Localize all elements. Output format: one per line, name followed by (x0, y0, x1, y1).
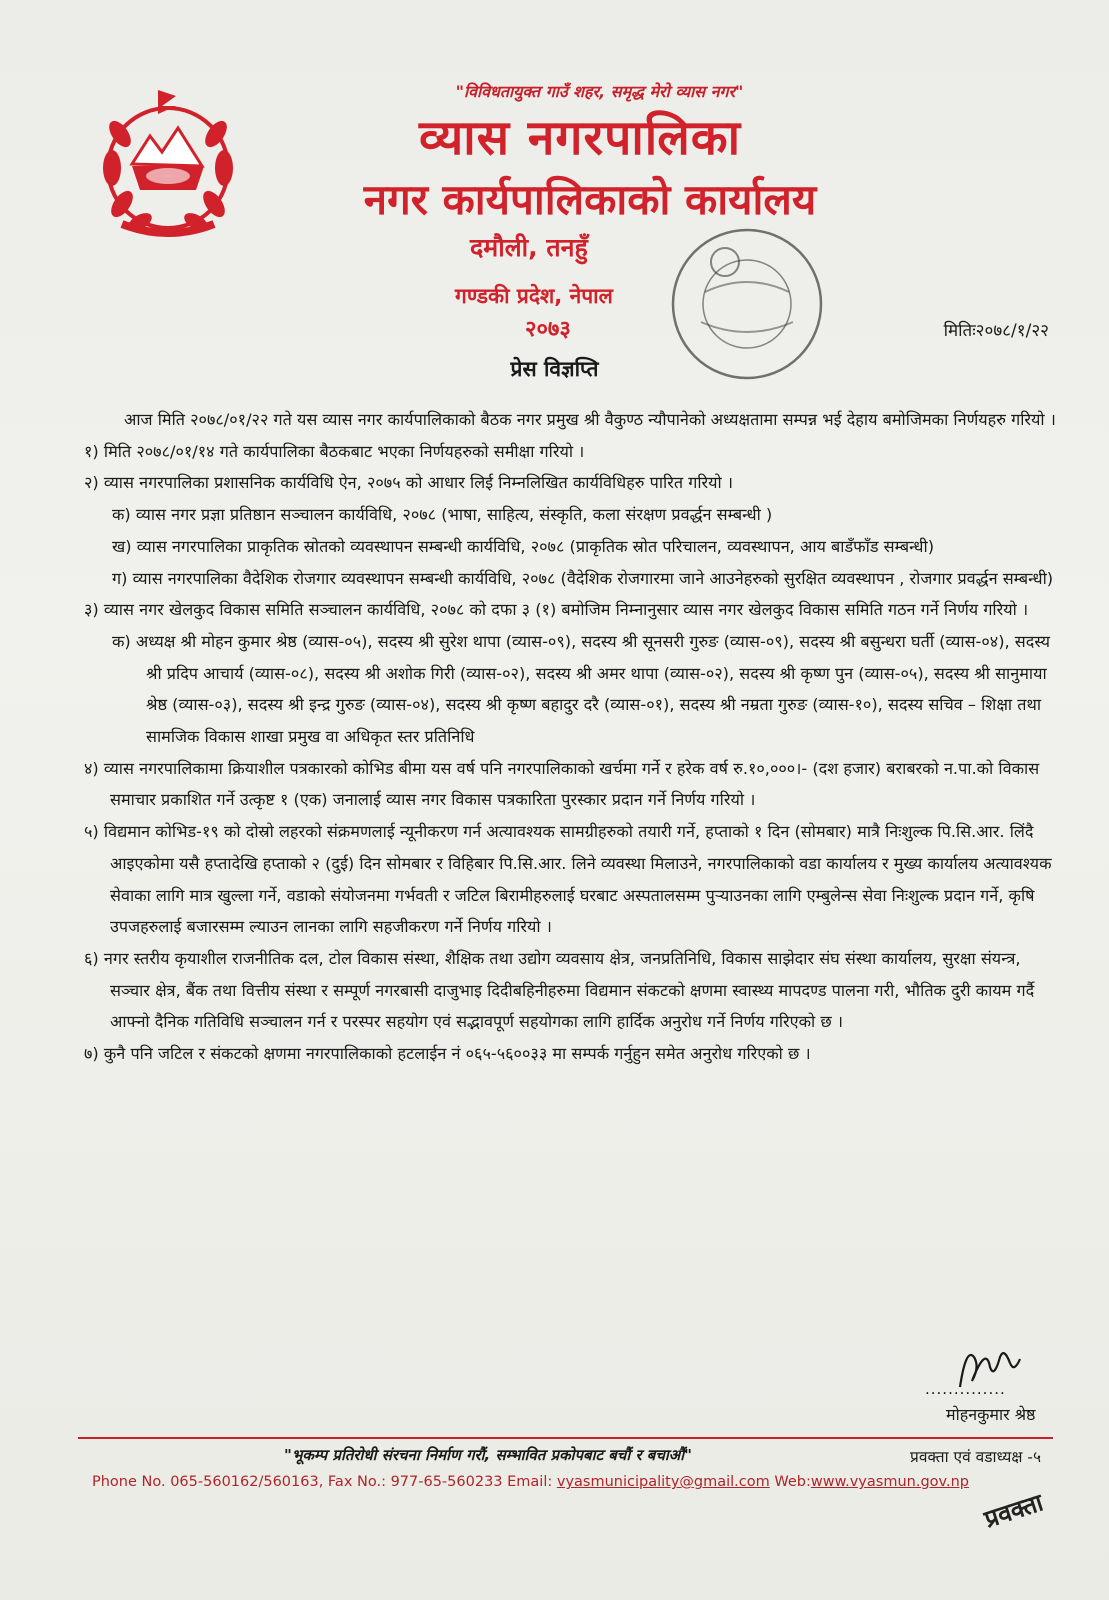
signer-name: मोहनकुमार श्रेष्ठ (946, 1405, 1036, 1424)
decision-item-3: ३) व्यास नगर खेलकुद विकास समिति सञ्चालन कार्यविधि, २०७८ को दफा ३ (१) बमोजिम निम्नानुसार व्यास नगर खेलकुद विकास समिति गठन गर्ने निर्णय गरियो । (84, 600, 1029, 620)
decision-item-2-ga: ग) व्यास नगरपालिका वैदेशिक रोजगार व्यवस्थापन सम्बन्धी कार्यविधि, २०७८ (वैदेशिक रोजगारमा जाने आउनेहरुको सुरक्षित व्यवस्थापन , रोजगार प्रवर्द्धन सम्बन्धी) (112, 568, 1054, 588)
decision-item-2: २) व्यास नगरपालिका प्रशासनिक कार्यविधि ऐन, २०७५ को आधार लिई निम्नलिखित कार्यविधिहरु पारित गरियो । (84, 473, 733, 493)
intro-paragraph: आज मिति २०७८/०१/२२ गते यस व्यास नगर कार्यपालिकाको बैठक नगर प्रमुख श्री वैकुण्ठ न्यौपानेको अध्यक्षतामा सम्पन्न भई देहाय बमोजिमका निर्णयहरु गरियो । (124, 410, 1056, 429)
office-city: दमौली, तनहुँ (470, 233, 588, 262)
decision-item-5: ५) विद्यमान कोभिड-१९ को दोस्रो लहरको संक्रमणलाई न्यूनीकरण गर्न अत्यावश्यक सामग्रीहरुको तयारी गर्ने, हप्ताको १ दिन (सोमबार) मात्रै निःशुल्क पि.सि.आर. लिंदै आइएकोमा यसै हप्तादेखि हप्ताको २ (दुई) दिन सोमबार र विहिबार पि.सि.आर. लिने व्यवस्था मिलाउने, नगरपालिकाको वडा कार्यालय र मुख्य कार्यालय अत्यावश्यक सेवाका लागि मात्र खुल्ला गर्ने, वडाको संयोजनमा गर्भवती र जटिल बिरामीहरुलाई घरबाट अस्पतालसम्म पुर्‍याउनका लागि एम्बुलेन्स सेवा निःशुल्क प्रदान गर्ने, कृषि उपजहरुलाई बजारसम्म ल्याउन लानका लागि सहजीकरण गर्ने निर्णय गरियो । (84, 822, 1052, 937)
decision-item-2-ka: क) व्यास नगर प्रज्ञा प्रतिष्ठान सञ्चालन कार्यविधि, २०७८ (भाषा, साहित्य, संस्कृति, कला संरक्षण प्रवर्द्धन सम्बन्धी ) (112, 505, 773, 525)
decision-item-3-ka: क) अध्यक्ष श्री मोहन कुमार श्रेष्ठ (व्यास-०५), सदस्य श्री सुरेश थापा (व्यास-०९), सदस्य श्री सूनसरी गुरुङ (व्यास-०९), सदस्य श्री बसुन्धरा घर्ती (व्यास-०४), सदस्य श्री प्रदिप आचार्य (व्यास-०८), सदस्य श्री अशोक गिरी (व्यास-०२), सदस्य श्री अमर थापा (व्यास-०२), सदस्य श्री कृष्ण पुन (व्यास-०५), सदस्य श्री सानुमाया श्रेष्ठ (व्यास-०३), सदस्य श्री इन्द्र गुरुङ (व्यास-०४), सदस्य श्री कृष्ण बहादुर दरै (व्यास-०१), सदस्य श्री नम्रता गुरुङ (व्यास-१०), सदस्य सचिव – शिक्षा तथा सामजिक विकास शाखा प्रमुख वा अधिकृत स्तर प्रतिनिधि (112, 631, 1051, 747)
contact-web-label: Web: (769, 1474, 811, 1490)
header-slogan: "विविधतायुक्त गाउँ शहर, समृद्ध मेरो व्यास नगर" (455, 82, 744, 101)
contact-email: vyasmunicipality@gmail.com (556, 1474, 770, 1490)
organization-name: व्यास नगरपालिका (418, 110, 742, 166)
signature-line: .............. (925, 1380, 1006, 1398)
document-body (84, 404, 1064, 1070)
handwritten-note: प्रवक्ता (980, 1488, 1047, 1534)
release-date: मितिः२०७८/१/२२ (943, 321, 1049, 341)
decision-item-4: ४) व्यास नगरपालिकामा क्रियाशील पत्रकारको कोभिड बीमा यस वर्ष पनि नगरपालिकाको खर्चमा गर्ने र हरेक वर्ष रु.१०,०००।- (दश हजार) बराबरको न.पा.को विकास समाचार प्रकाशित गर्ने उत्कृष्ट १ (एक) जनालाई व्यास नगर विकास पत्रकारिता पुरस्कार प्रदान गर्ने निर्णय गरियो । (84, 758, 1040, 810)
contact-website: www.vyasmun.gov.np (810, 1474, 969, 1490)
contact-phone-fax: Phone No. 065-560162/560163, Fax No.: 977-65-560233 Email: (92, 1474, 557, 1490)
nepal-government-emblem-icon (92, 84, 244, 244)
office-province: गण्डकी प्रदेश, नेपाल (455, 284, 613, 308)
document-title: प्रेस विज्ञप्ति (510, 357, 599, 381)
decision-item-6: ६) नगर स्तरीय कृयाशील राजनीतिक दल, टोल विकास संस्था, शैक्षिक तथा उद्योग व्यवसाय क्षेत्र, जनप्रतिनिधि, विकास साझेदार संघ संस्था कार्यालय, सुरक्षा संयन्त्र, सञ्चार क्षेत्र, बैंक तथा वित्तीय संस्था र सम्पूर्ण नगरबासी दाजुभाइ दिदीबहिनीहरुमा विद्यमान संकटको क्षणमा स्वास्थ्य मापदण्ड पालना गरी, भौतिक दुरी कायम गर्दै आफ्नो दैनिक गतिविधि सञ्चालन गर्न र परस्पर सहयोग एवं सद्भावपूर्ण सहयोगका लागि हार्दिक अनुरोध गर्ने निर्णय गरिएको छ । (84, 948, 1035, 1032)
decision-item-1: १) मिति २०७८/०१/१४ गते कार्यपालिका बैठकबाट भएका निर्णयहरुको समीक्षा गरियो । (84, 441, 585, 461)
decision-item-7: ७) कुनै पनि जटिल र संकटको क्षणमा नगरपालिकाको हटलाईन नं ०६५-५६००३३ मा सम्पर्क गर्नुहुन समेत अनुरोध गरिएको छ । (84, 1044, 811, 1064)
decision-item-2-kha: ख) व्यास नगरपालिका प्राकृतिक स्रोतको व्यवस्थापन सम्बन्धी कार्यविधि, २०७८ (प्राकृतिक स्रोत परिचालन, व्यवस्थापन, आय बाडँफाँड सम्बन्धी) (112, 536, 935, 556)
established-year: २०७३ (525, 317, 571, 342)
contact-line (92, 1474, 969, 1490)
footer-divider (78, 1437, 1053, 1439)
footer-slogan: "भूकम्प प्रतिरोधी संरचना निर्माण गरौं, सम्भावित प्रकोपबाट बचौं र बचाऔं" (284, 1446, 692, 1464)
office-name: नगर कार्यपालिकाको कार्यालय (363, 175, 817, 224)
signer-role: प्रवक्ता एवं वडाध्यक्ष -५ (910, 1448, 1042, 1466)
